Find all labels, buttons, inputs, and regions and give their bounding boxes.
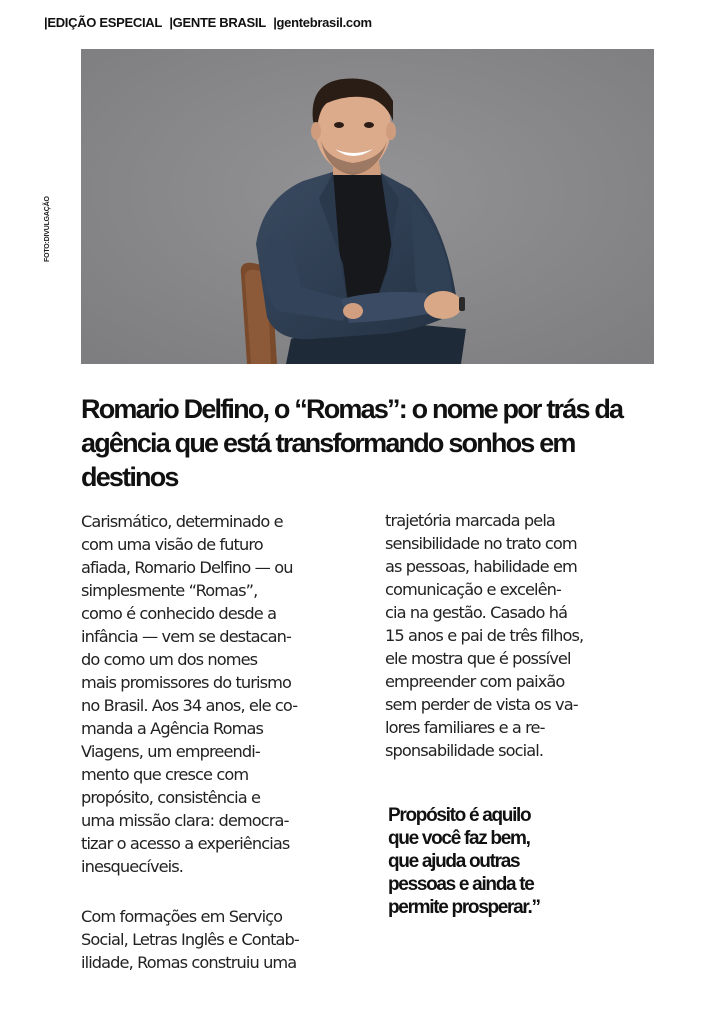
edition-label: |EDIÇÃO ESPECIAL xyxy=(44,15,163,30)
article-paragraph: Com formações em Serviço Social, Letras Inglês e Contab- ilidade, Romas construiu uma xyxy=(81,907,299,972)
article-paragraph: Carismático, determinado e com uma visão de futuro afiada, Romario Delfino — ou simplesmente “Romas”, como é conhecido desde a infância — vem se destacan- do como um dos nomes mais promissores do turismo no Brasil. Aos 34 anos, ele co- manda a Agência Romas Viagens, um empreendi- mento que cresce com propósito, consistência e uma missão clara: democra- tizar o acesso a experiências inesquecíveis. xyxy=(81,512,298,876)
photo-credit: FOTO:DIVULGAÇÃO xyxy=(44,196,51,262)
site-link[interactable]: |gentebrasil.com xyxy=(273,15,372,30)
brand-label: |GENTE BRASIL xyxy=(169,15,266,30)
magazine-header xyxy=(44,15,376,30)
pull-quote: Propósito é aquilo que você faz bem, que ajuda outras pessoas e ainda te permite prosperar.” xyxy=(388,805,540,918)
portrait-photo xyxy=(81,49,654,364)
article-paragraph: trajetória marcada pela sensibilidade no trato com as pessoas, habilidade em comunicação e excelên- cia na gestão. Casado há 15 anos e pai de três filhos, ele mostra que é possível empreender com paixão sem perder de vista os va- lores familiares e a re- sponsabilidade social. xyxy=(385,511,584,760)
article-headline: Romario Delfino, o “Romas”: o nome por trás da agência que está transformando sonhos em destinos xyxy=(81,394,623,492)
